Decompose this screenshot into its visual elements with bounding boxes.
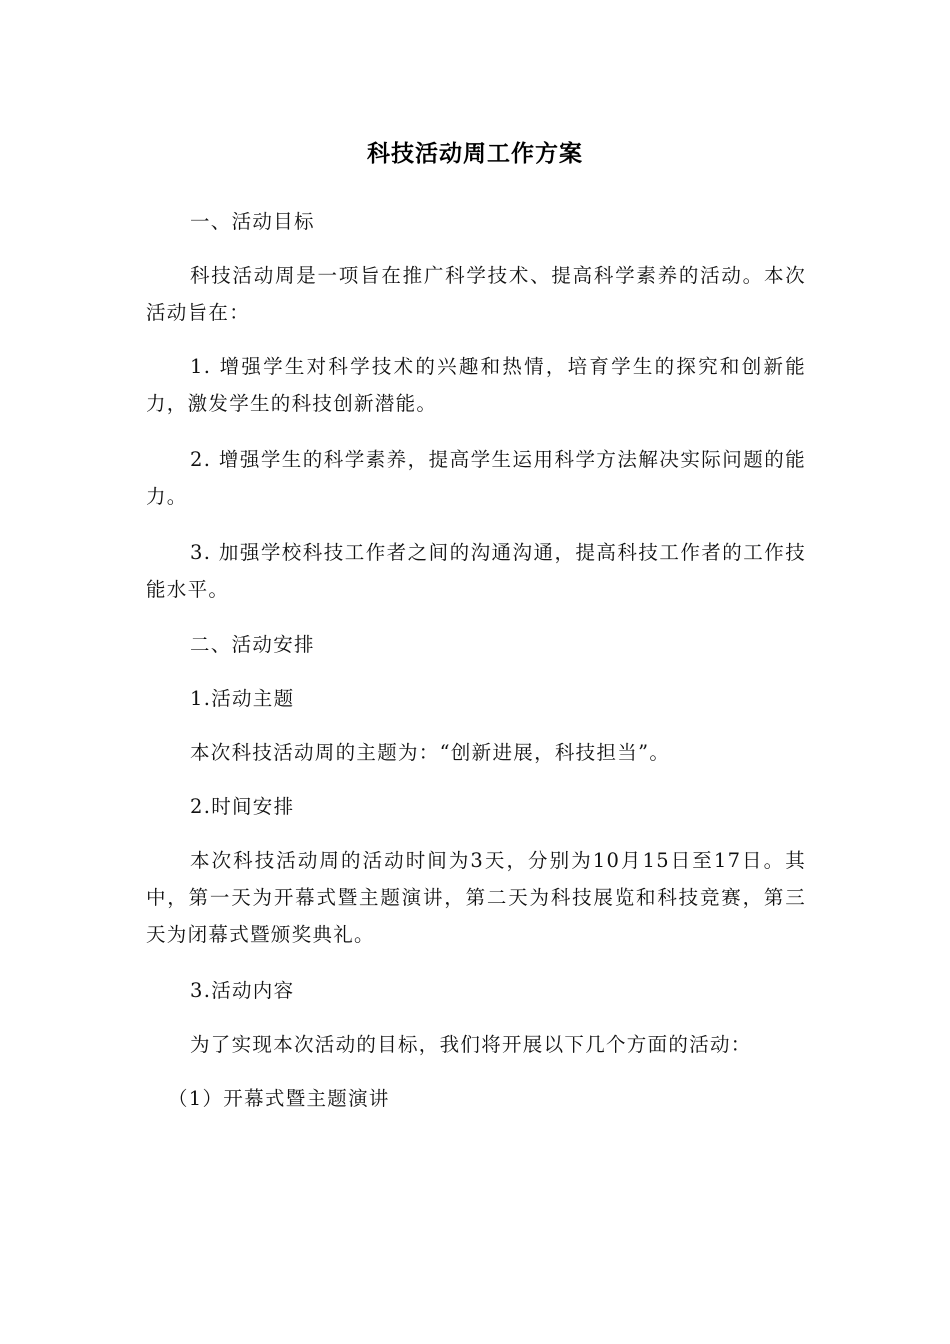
paragraph-intro: 科技活动周是一项旨在推广科学技术、提高科学素养的活动。本次活动旨在： — [146, 264, 806, 324]
paragraph-goal-3: 3. 加强学校科技工作者之间的沟通沟通，提高科技工作者的工作技能水平。 — [146, 541, 806, 601]
paragraph-theme: 本次科技活动周的主题为：“创新进展，科技担当”。 — [190, 741, 671, 764]
subheading-schedule: 2.时间安排 — [190, 795, 295, 818]
paragraph-goal-1: 1. 增强学生对科学技术的兴趣和热情，培育学生的探究和创新能力，激发学生的科技创新潜能。 — [146, 355, 806, 415]
subheading-content: 3.活动内容 — [190, 979, 295, 1002]
paragraph-schedule: 本次科技活动周的活动时间为3天，分别为10月15日至17日。其中，第一天为开幕式暨主题演讲，第二天为科技展览和科技竞赛，第三天为闭幕式暨颁奖典礼。 — [146, 849, 806, 946]
section-heading-goals: 一、活动目标 — [190, 210, 315, 233]
list-item-opening: （1）开幕式暨主题演讲 — [168, 1087, 390, 1110]
document-title: 科技活动周工作方案 — [367, 141, 583, 167]
subheading-theme: 1.活动主题 — [190, 687, 295, 710]
section-heading-arrangement: 二、活动安排 — [190, 633, 315, 656]
paragraph-goal-2: 2. 增强学生的科学素养，提高学生运用科学方法解决实际问题的能力。 — [146, 448, 806, 508]
paragraph-content-intro: 为了实现本次活动的目标，我们将开展以下几个方面的活动： — [190, 1033, 752, 1056]
